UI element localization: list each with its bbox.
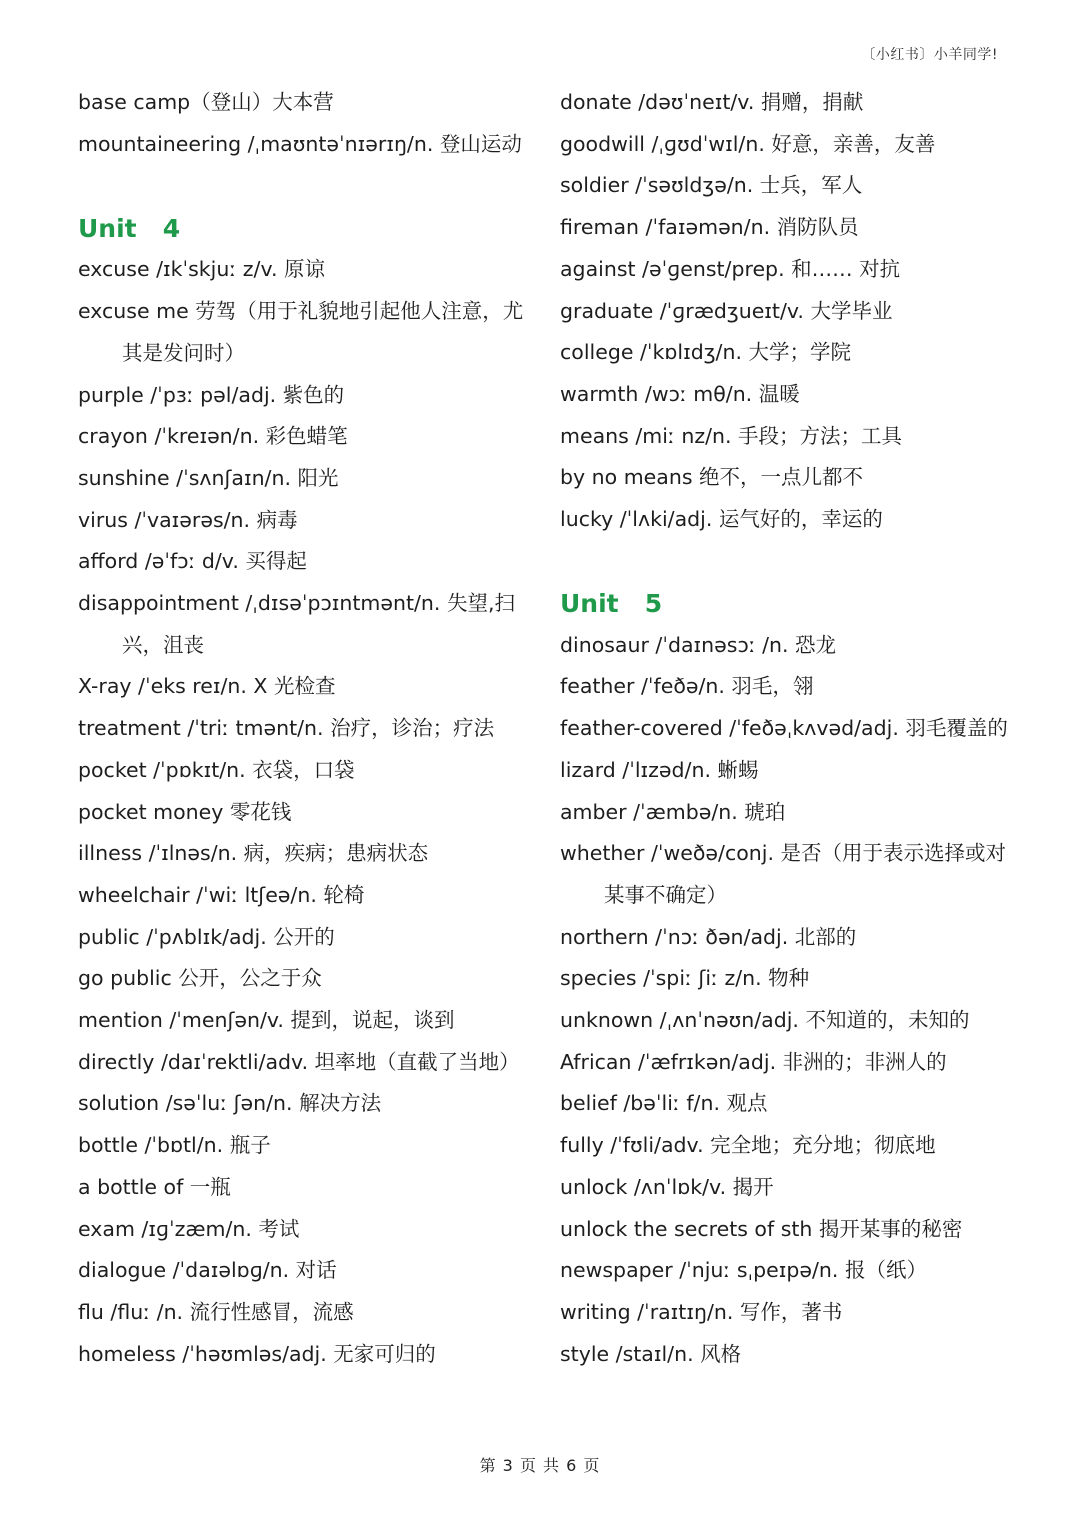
vocab-entry: species /ˈspiː ʃiː z/n. 物种 <box>560 966 810 991</box>
vocab-entry: excuse me 劳驾（用于礼貌地引起他人注意，尤其是发问时） <box>78 299 524 365</box>
vocab-entry: illness /ˈɪlnəs/n. 病，疾病；患病状态 <box>78 841 429 866</box>
unit-4-heading: Unit 4 <box>78 213 181 243</box>
vocab-entry: disappointment /ˌdɪsəˈpɔɪntmənt/n. 失望,扫兴，沮丧 <box>78 591 515 657</box>
vocab-entry: soldier /ˈsəʊldʒə/n. 士兵，军人 <box>560 173 863 198</box>
vocab-entry: amber /ˈæmbə/n. 琥珀 <box>560 799 786 824</box>
vocab-entry: dinosaur /ˈdaɪnəsɔː /n. 恐龙 <box>560 632 837 657</box>
vocab-entry: style /staɪl/n. 风格 <box>560 1341 742 1366</box>
vocab-entry: a bottle of 一瓶 <box>78 1174 231 1199</box>
vocab-entry: solution /səˈluː ʃən/n. 解决方法 <box>78 1091 382 1116</box>
vocab-entry: newspaper /ˈnjuː sˌpeɪpə/n. 报（纸） <box>560 1258 927 1283</box>
vocab-entry: pocket money 零花钱 <box>78 799 292 824</box>
vocab-entry: directly /daɪˈrektli/adv. 坦率地（直截了当地） <box>78 1049 520 1074</box>
vocab-entry: belief /bəˈliː f/n. 观点 <box>560 1091 768 1116</box>
vocab-entry: lucky /ˈlʌki/adj. 运气好的，幸运的 <box>560 507 883 532</box>
vocab-entry: writing /ˈraɪtɪŋ/n. 写作，著书 <box>560 1299 843 1324</box>
vocab-entry: unlock the secrets of sth 揭开某事的秘密 <box>560 1216 963 1241</box>
vocab-entry: northern /ˈnɔː ðən/adj. 北部的 <box>560 924 857 949</box>
vocab-entry: bottle /ˈbɒtl/n. 瓶子 <box>78 1133 271 1158</box>
vocab-entry: by no means 绝不，一点儿都不 <box>560 465 864 490</box>
vocab-entry: feather /ˈfeðə/n. 羽毛，翎 <box>560 674 814 699</box>
vocab-entry: lizard /ˈlɪzəd/n. 蜥蜴 <box>560 757 759 782</box>
vocab-entry: pocket /ˈpɒkɪt/n. 衣袋，口袋 <box>78 757 355 782</box>
vocab-entry: homeless /ˈhəʊmləs/adj. 无家可归的 <box>78 1341 436 1366</box>
vocab-entry: donate /dəʊˈneɪt/v. 捐赠，捐献 <box>560 90 864 114</box>
vocab-entry: feather-covered /ˈfeðəˌkʌvəd/adj. 羽毛覆盖的 <box>560 716 1008 741</box>
vocab-entry: purple /ˈpɜː pəl/adj. 紫色的 <box>78 382 345 407</box>
vocab-entry: exam /ɪɡˈzæm/n. 考试 <box>78 1216 300 1241</box>
watermark-text: 〔小红书〕小羊同学! <box>861 47 998 63</box>
left-intro-list <box>78 82 528 165</box>
vocab-entry: sunshine /ˈsʌnʃaɪn/n. 阳光 <box>78 465 339 490</box>
vocab-entry: warmth /wɔː mθ/n. 温暖 <box>560 381 800 406</box>
vocab-entry: afford /əˈfɔː d/v. 买得起 <box>78 549 307 574</box>
vocab-entry: virus /ˈvaɪərəs/n. 病毒 <box>78 507 298 532</box>
vocab-entry: unknown /ˌʌnˈnəʊn/adj. 不知道的，未知的 <box>560 1008 970 1033</box>
vocab-entry: crayon /ˈkreɪən/n. 彩色蜡笔 <box>78 424 348 449</box>
left-column <box>78 82 528 1375</box>
vocab-entry: fireman /ˈfaɪəmən/n. 消防队员 <box>560 215 859 240</box>
vocab-entry: college /ˈkɒlɪdʒ/n. 大学；学院 <box>560 340 851 365</box>
right-intro-list <box>560 82 1010 541</box>
vocab-entry: go public 公开，公之于众 <box>78 966 322 991</box>
vocab-entry: base camp（登山）大本营 <box>78 90 334 114</box>
vocab-entry: public /ˈpʌblɪk/adj. 公开的 <box>78 924 335 949</box>
vocab-entry: mention /ˈmenʃən/v. 提到，说起，谈到 <box>78 1008 455 1033</box>
unit-5-heading: Unit 5 <box>560 589 663 619</box>
vocab-entry: treatment /ˈtriː tmənt/n. 治疗，诊治；疗法 <box>78 716 495 741</box>
vocab-entry: graduate /ˈɡrædʒueɪt/v. 大学毕业 <box>560 298 893 323</box>
vocab-entry: means /miː nz/n. 手段；方法；工具 <box>560 423 903 448</box>
unit-4-vocab-list <box>78 249 528 1375</box>
vocab-entry: African /ˈæfrɪkən/adj. 非洲的；非洲人的 <box>560 1049 947 1074</box>
vocab-entry: dialogue /ˈdaɪəlɒɡ/n. 对话 <box>78 1258 337 1283</box>
vocab-entry: whether /ˈweðə/conj. 是否（用于表示选择或对某事不确定） <box>560 841 1006 907</box>
unit-5-vocab-list <box>560 625 1010 1376</box>
vocab-entry: X-ray /ˈeks reɪ/n. X 光检查 <box>78 674 336 699</box>
vocab-entry: unlock /ʌnˈlɒk/v. 揭开 <box>560 1174 774 1199</box>
vocab-entry: goodwill /ˌɡʊdˈwɪl/n. 好意，亲善，友善 <box>560 131 936 156</box>
vocab-entry: mountaineering /ˌmaʊntəˈnɪərɪŋ/n. 登山运动 <box>78 131 522 156</box>
vocab-entry: fully /ˈfʊli/adv. 完全地；充分地；彻底地 <box>560 1133 936 1158</box>
vocab-entry: flu /fluː /n. 流行性感冒，流感 <box>78 1299 354 1324</box>
vocab-entry: excuse /ɪkˈskjuː z/v. 原谅 <box>78 257 326 282</box>
page-indicator: 第 3 页 共 6 页 <box>479 1456 601 1475</box>
vocab-entry: against /əˈɡenst/prep. 和…… 对抗 <box>560 256 901 281</box>
vocab-entry: wheelchair /ˈwiː ltʃeə/n. 轮椅 <box>78 882 365 907</box>
right-column <box>560 82 1010 1375</box>
